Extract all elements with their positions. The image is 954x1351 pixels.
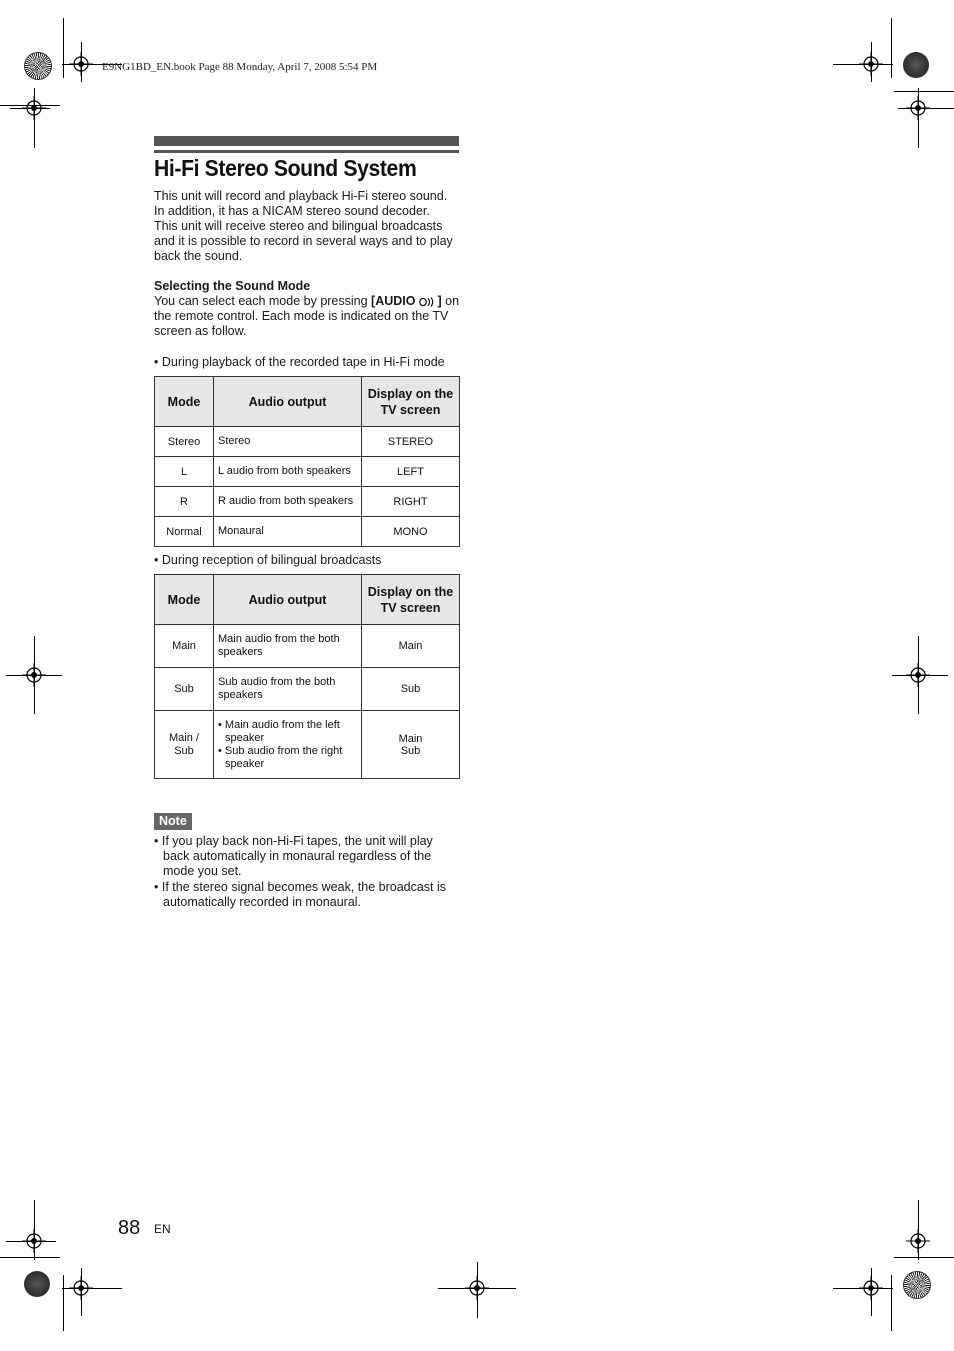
playback-mode-table [154, 376, 460, 547]
section-heading: Selecting the Sound Mode [154, 279, 311, 293]
cell-display: LEFT [362, 457, 460, 487]
intro-text [154, 189, 464, 264]
table-row [155, 625, 460, 668]
note-item: • If the stereo signal becomes weak, the broadcast is automatically recorded in monaural. [154, 880, 447, 909]
table2-caption: • During reception of bilingual broadcasts [154, 553, 382, 567]
table-row [155, 487, 460, 517]
note-list [154, 834, 460, 911]
cell-mode: Stereo [155, 427, 214, 457]
header-audio-output: Audio output [214, 575, 362, 625]
cell-audio-output: Sub audio from the both speakers [214, 668, 362, 711]
intro-line: This unit will receive stereo and bilingual broadcasts and it is possible to record in several ways and to play back the sound. [154, 219, 453, 263]
cell-display: STEREO [362, 427, 460, 457]
color-target-icon [903, 1271, 931, 1299]
header-display: Display on the TV screen [362, 575, 460, 625]
cell-mode: Sub [155, 668, 214, 711]
cell-display: RIGHT [362, 487, 460, 517]
color-target-icon [24, 52, 52, 80]
cell-audio-output: R audio from both speakers [214, 487, 362, 517]
selecting-text [154, 294, 464, 339]
title-rule [154, 150, 459, 153]
cell-audio-output: Monaural [214, 517, 362, 547]
cell-mode: R [155, 487, 214, 517]
table-row [155, 427, 460, 457]
table-header-row [155, 575, 460, 625]
cell-mode: Main [155, 625, 214, 668]
color-target-icon [903, 52, 929, 78]
cell-display: Main [362, 625, 460, 668]
table-row [155, 517, 460, 547]
table-row [155, 711, 460, 779]
page-title: Hi-Fi Stereo Sound System [154, 155, 417, 181]
display-main: Main [398, 732, 423, 745]
header-display: Display on the TV screen [362, 377, 460, 427]
audio-key-close: ] [437, 294, 442, 308]
cell-display: Sub [362, 668, 460, 711]
intro-line: This unit will record and playback Hi-Fi stereo sound. [154, 189, 448, 203]
table-row [155, 457, 460, 487]
cell-mode: Main / Sub [155, 711, 214, 779]
cell-display [362, 711, 460, 779]
cell-audio-output: L audio from both speakers [214, 457, 362, 487]
header-mode: Mode [155, 575, 214, 625]
display-sub: Sub [400, 744, 421, 757]
page-number: 88 [118, 1217, 141, 1239]
page-language: EN [154, 1222, 171, 1236]
list-item: • Main audio from the left speaker [218, 718, 340, 744]
audio-key-label: [AUDIO [371, 294, 416, 308]
intro-line: In addition, it has a NICAM stereo sound decoder. [154, 204, 430, 218]
selecting-section [154, 279, 464, 339]
cell-audio-output [214, 711, 362, 779]
cell-mode: L [155, 457, 214, 487]
table-header-row [155, 377, 460, 427]
selecting-text-before: You can select each mode by pressing [154, 294, 372, 308]
table-row [155, 668, 460, 711]
color-target-icon [24, 1271, 50, 1297]
audio-waves-icon [418, 297, 436, 307]
header-audio-output: Audio output [214, 377, 362, 427]
list-item: • Sub audio from the right speaker [218, 744, 343, 770]
title-bar [154, 136, 459, 146]
print-header: E9NG1BD_EN.book Page 88 Monday, April 7, 2008 5:54 PM [102, 61, 378, 73]
header-mode: Mode [155, 377, 214, 427]
note-label: Note [154, 813, 192, 830]
selecting-text-after: on the remote control. Each mode is indicated on the TV screen as follow. [154, 294, 460, 338]
table1-caption: • During playback of the recorded tape in Hi-Fi mode [154, 355, 445, 369]
cell-audio-output: Stereo [214, 427, 362, 457]
bilingual-mode-table [154, 574, 460, 779]
cell-display: MONO [362, 517, 460, 547]
cell-audio-output: Main audio from the both speakers [214, 625, 362, 668]
note-item: • If you play back non-Hi-Fi tapes, the unit will play back automatically in monaural regardless of the mode you set. [154, 834, 433, 878]
cell-mode: Normal [155, 517, 214, 547]
